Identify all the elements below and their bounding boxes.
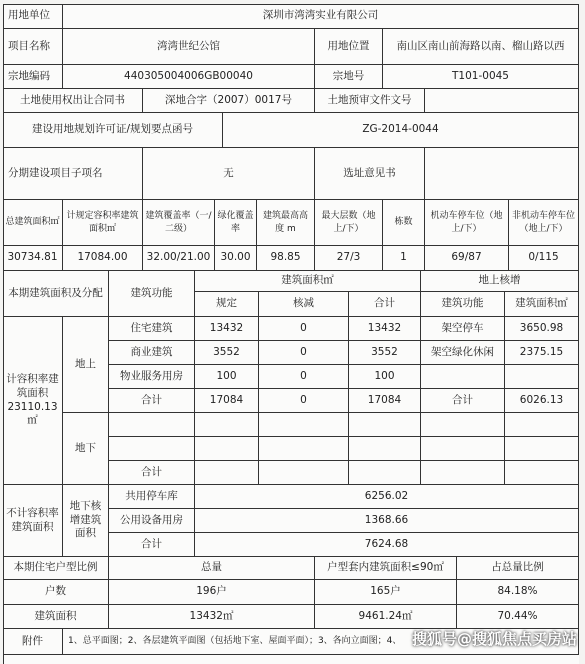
ratio-area-total: 13432㎡	[109, 605, 315, 629]
above-uarea-cell: 2375.15	[505, 341, 579, 365]
above-uarea-cell: 3650.98	[505, 317, 579, 341]
land-unit-label: 用地单位	[3, 4, 63, 29]
presale-value	[425, 89, 579, 113]
parcel-code-label: 宗地编码	[3, 65, 63, 89]
parcel-no-label: 宗地号	[315, 65, 383, 89]
non-far-func: 共用停车库	[109, 485, 195, 509]
empty-cell	[349, 461, 421, 485]
units-label: 户数	[3, 580, 109, 605]
area-func-header: 建筑功能	[109, 271, 195, 317]
above-red-cell: 0	[259, 365, 349, 389]
above-ufunc-cell: 架空停车	[421, 317, 505, 341]
above-ufunc-cell: 架空绿化休闲	[421, 341, 505, 365]
below-ground-label: 地下	[63, 413, 109, 485]
site-opinion-value	[425, 148, 579, 200]
attachment-label: 附件	[3, 629, 63, 655]
far-area-label: 计容积率建筑面积 23110.13㎡	[3, 317, 63, 485]
ratio-area-pct: 70.44%	[457, 605, 579, 629]
above-uarea-cell	[505, 365, 579, 389]
units-total: 196户	[109, 580, 315, 605]
under-header: 地上核增	[421, 271, 579, 292]
location-label: 用地位置	[315, 29, 383, 65]
under-area-header: 建筑面积㎡	[505, 292, 579, 317]
above-total-cell: 100	[349, 365, 421, 389]
phase-label: 分期建设项目子项名	[3, 148, 143, 200]
non-far-sub-label: 地下核增建筑面积	[63, 485, 109, 557]
above-ufunc-cell	[421, 365, 505, 389]
above-func-cell: 商业建筑	[109, 341, 195, 365]
metric-value: 98.85	[257, 246, 315, 271]
planning-permit-table	[3, 4, 579, 664]
below-total-label: 合计	[109, 461, 195, 485]
above-uarea-cell: 6026.13	[505, 389, 579, 413]
site-opinion-label: 选址意见书	[315, 148, 425, 200]
ratio-small-header: 户型套内建筑面积≤90㎡	[315, 557, 457, 580]
above-total-cell: 3552	[349, 341, 421, 365]
empty-cell	[195, 437, 259, 461]
land-cert-label: 土地使用权出让合同书	[3, 89, 143, 113]
area-sub-header: 核减	[259, 292, 349, 317]
above-spec-cell: 100	[195, 365, 259, 389]
metric-header: 总建筑面积㎡	[3, 200, 63, 246]
metric-value: 69/87	[425, 246, 509, 271]
non-far-value: 6256.02	[195, 485, 579, 509]
permit-label: 建设用地规划许可证/规划要点函号	[3, 113, 223, 148]
ratio-label: 本期住宅户型比例	[3, 557, 109, 580]
metric-header: 绿化覆盖率	[215, 200, 257, 246]
empty-cell	[349, 413, 421, 437]
area-sub-header: 合计	[349, 292, 421, 317]
empty-cell	[259, 413, 349, 437]
non-far-value: 1368.66	[195, 509, 579, 533]
above-total-cell: 17084	[349, 389, 421, 413]
project-name-value: 湾湾世纪公馆	[63, 29, 315, 65]
non-far-func: 合计	[109, 533, 195, 557]
above-red-cell: 0	[259, 341, 349, 365]
metric-value: 0/115	[509, 246, 579, 271]
metric-value: 17084.00	[63, 246, 143, 271]
above-red-cell: 0	[259, 389, 349, 413]
under-func-header: 建筑功能	[421, 292, 505, 317]
above-ground-label: 地上	[63, 317, 109, 413]
phase-value: 无	[143, 148, 315, 200]
metric-header: 栋数	[383, 200, 425, 246]
empty-cell	[109, 437, 195, 461]
units-pct: 84.18%	[457, 580, 579, 605]
above-red-cell: 0	[259, 317, 349, 341]
ratio-pct-header: 占总量比例	[457, 557, 579, 580]
area-sub-header: 规定	[195, 292, 259, 317]
project-name-label: 项目名称	[3, 29, 63, 65]
metric-header: 建筑最高高度 m	[257, 200, 315, 246]
ratio-total-header: 总量	[109, 557, 315, 580]
area-header: 建筑面积㎡	[195, 271, 421, 292]
empty-cell	[505, 461, 579, 485]
metric-header: 非机动车停车位（地上/下）	[509, 200, 579, 246]
above-total-cell: 13432	[349, 317, 421, 341]
empty-cell	[259, 461, 349, 485]
metric-value: 1	[383, 246, 425, 271]
land-unit-value: 深圳市湾湾实业有限公司	[63, 4, 579, 29]
above-ufunc-cell: 合计	[421, 389, 505, 413]
non-far-value: 7624.68	[195, 533, 579, 557]
empty-cell	[505, 437, 579, 461]
non-far-func: 公用设备用房	[109, 509, 195, 533]
non-far-label: 不计容积率建筑面积	[3, 485, 63, 557]
above-func-cell: 物业服务用房	[109, 365, 195, 389]
units-small: 165户	[315, 580, 457, 605]
empty-cell	[259, 437, 349, 461]
empty-cell	[505, 413, 579, 437]
metric-value: 30734.81	[3, 246, 63, 271]
ratio-area-small: 9461.24㎡	[315, 605, 457, 629]
parcel-code-value: 440305004006GB00040	[63, 65, 315, 89]
metric-value: 32.00/21.00	[143, 246, 215, 271]
above-func-cell: 合计	[109, 389, 195, 413]
metric-header: 最大层数（地上/下）	[315, 200, 383, 246]
empty-cell	[421, 461, 505, 485]
metric-value: 30.00	[215, 246, 257, 271]
parcel-no-value: T101-0045	[383, 65, 579, 89]
watermark: 搜狐号@搜狐焦点买房站	[411, 630, 577, 648]
metric-value: 27/3	[315, 246, 383, 271]
empty-cell	[421, 413, 505, 437]
empty-cell	[195, 413, 259, 437]
metric-header: 计规定容积率建筑面积㎡	[63, 200, 143, 246]
empty-cell	[109, 413, 195, 437]
presale-label: 土地预审文件文号	[315, 89, 425, 113]
metric-header: 建筑覆盖率（一/二级）	[143, 200, 215, 246]
empty-cell	[421, 437, 505, 461]
area-section-label: 本期建筑面积及分配	[3, 271, 109, 317]
metric-header: 机动车停车位（地上/下）	[425, 200, 509, 246]
empty-cell	[349, 437, 421, 461]
attachment-text: 1、总平面图；2、各层建筑平面图（包括地下室、屋面平面）；3、各向立面图；4、	[63, 629, 579, 655]
above-func-cell: 住宅建筑	[109, 317, 195, 341]
above-spec-cell: 13432	[195, 317, 259, 341]
above-spec-cell: 3552	[195, 341, 259, 365]
above-spec-cell: 17084	[195, 389, 259, 413]
empty-cell	[195, 461, 259, 485]
ratio-area-label: 建筑面积	[3, 605, 109, 629]
permit-value: ZG-2014-0044	[223, 113, 579, 148]
location-value: 南山区南山前海路以南、榴山路以西	[383, 29, 579, 65]
land-cert-value: 深地合字（2007）0017号	[143, 89, 315, 113]
